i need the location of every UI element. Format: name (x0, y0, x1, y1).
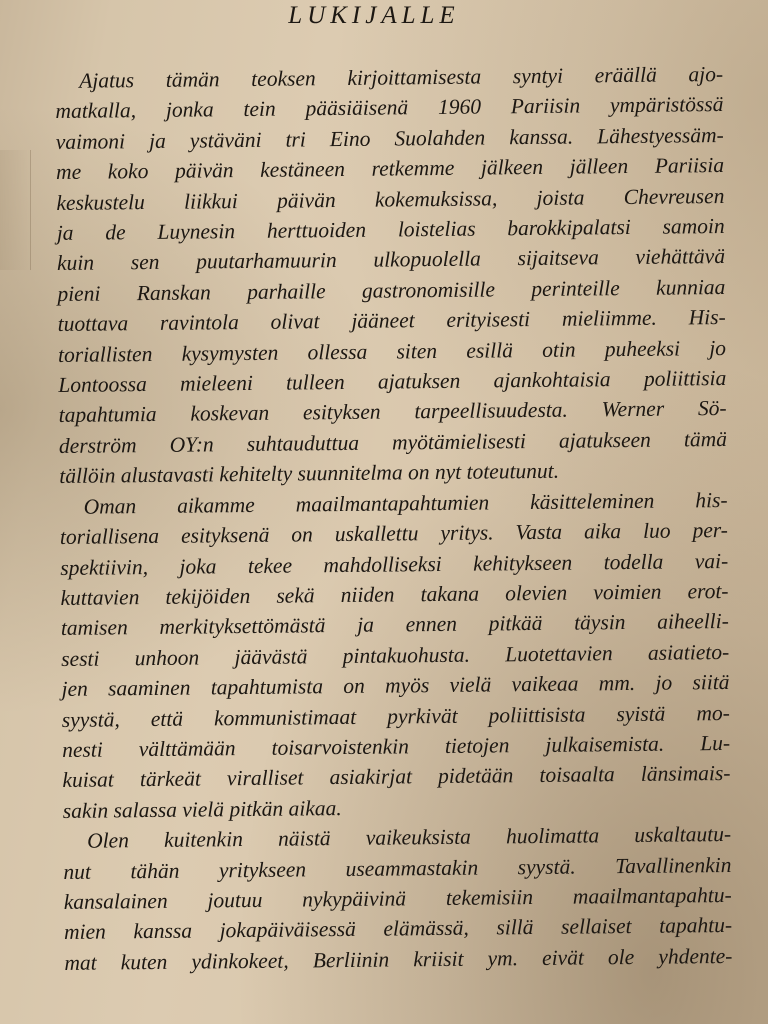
text-line: sesti unhoon jäävästä pintakuohusta. Luotettavien asiatieto- (61, 639, 730, 671)
text-line: kansalainen joutuu nykypäivinä tekemisiin maailmantapahtu- (63, 882, 732, 914)
page-fold-shadow (0, 150, 31, 270)
text-line: kuisat tärkeät viralliset asiakirjat pidetään toisaalta länsimais- (62, 761, 731, 793)
text-line: tällöin alustavasti kehitelty suunnitelma on nyt toteutunut. (59, 459, 560, 489)
text-line: jen saaminen tapahtumista on myös vielä vaikeaa mm. jo siitä (61, 670, 730, 702)
text-line: nut tähän yritykseen useammastakin syystä. Tavallinenkin (63, 852, 732, 884)
text-line: me koko päivän kestäneen retkemme jälkeen jälleen Pariisia (55, 153, 725, 185)
text-line: kuttavien tekijöiden sekä niiden takana olevien voimien erot- (60, 578, 729, 610)
text-line: matkalla, jonka tein pääsiäisenä 1960 Pariisin ympäristössä (55, 92, 724, 124)
text-line: tapahtumia koskevan esityksen tarpeellisuudesta. Werner Sö- (58, 396, 727, 428)
text-line: toriallisten kysymysten ollessa siten esillä otin puheeksi jo (57, 335, 727, 367)
text-line: pieni Ranskan parhaille gastronomisille perinteille kunniaa (57, 274, 726, 306)
text-line: spektiivin, joka tekee mahdolliseksi kehitykseen todella vai- (60, 548, 729, 580)
text-line: Olen kuitenkin näistä vaikeuksista huolimatta uskaltautu- (86, 822, 732, 853)
text-line: kuin sen puutarhamuurin ulkopuolella sijaitseva viehättävä (56, 244, 726, 276)
text-line: derström OY:n suhtauduttua myötämielisesti ajatukseen tämä (58, 426, 728, 458)
text-line: ja de Luynesin herttuoiden loistelias barokkipalatsi samoin (56, 214, 725, 246)
page-heading: LUKIJALLE (288, 2, 460, 29)
text-line: mien kanssa jokapäiväisessä elämässä, sillä sellaiset tapahtu- (63, 913, 733, 945)
text-line: vaimoni ja ystäväni tri Eino Suolahden kanssa. Lähestyessäm- (55, 122, 724, 154)
text-line: keskustelu liikkui päivän kokemuksissa, joista Chevreusen (56, 183, 725, 215)
text-line: Lontoossa mieleeni tulleen ajatuksen ajankohtaisia poliittisia (58, 366, 727, 398)
text-line: syystä, että kommunistimaat pyrkivät poliittisista syistä mo- (61, 700, 730, 732)
text-line: sakin salassa vielä pitkän aikaa. (62, 795, 342, 823)
text-line: tamisen merkityksettömästä ja ennen pitkää täysin aiheelli- (60, 609, 729, 641)
text-line: mat kuten ydinkokeet, Berliinin kriisit ym. eivät ole yhdente- (64, 943, 733, 975)
text-line: nesti välttämään toisarvoistenkin tietojen julkaisemista. Lu- (62, 730, 731, 762)
text-line: toriallisena esityksenä on uskallettu yritys. Vasta aika luo per- (59, 518, 729, 550)
text-line: Oman aikamme maailmantapahtumien käsitteleminen his- (83, 487, 728, 519)
text-line: Ajatus tämän teoksen kirjoittamisesta syntyi eräällä ajo- (79, 62, 724, 93)
body-text (55, 59, 733, 978)
text-line: tuottava ravintola olivat jääneet erityisesti mieliimme. His- (57, 305, 726, 337)
